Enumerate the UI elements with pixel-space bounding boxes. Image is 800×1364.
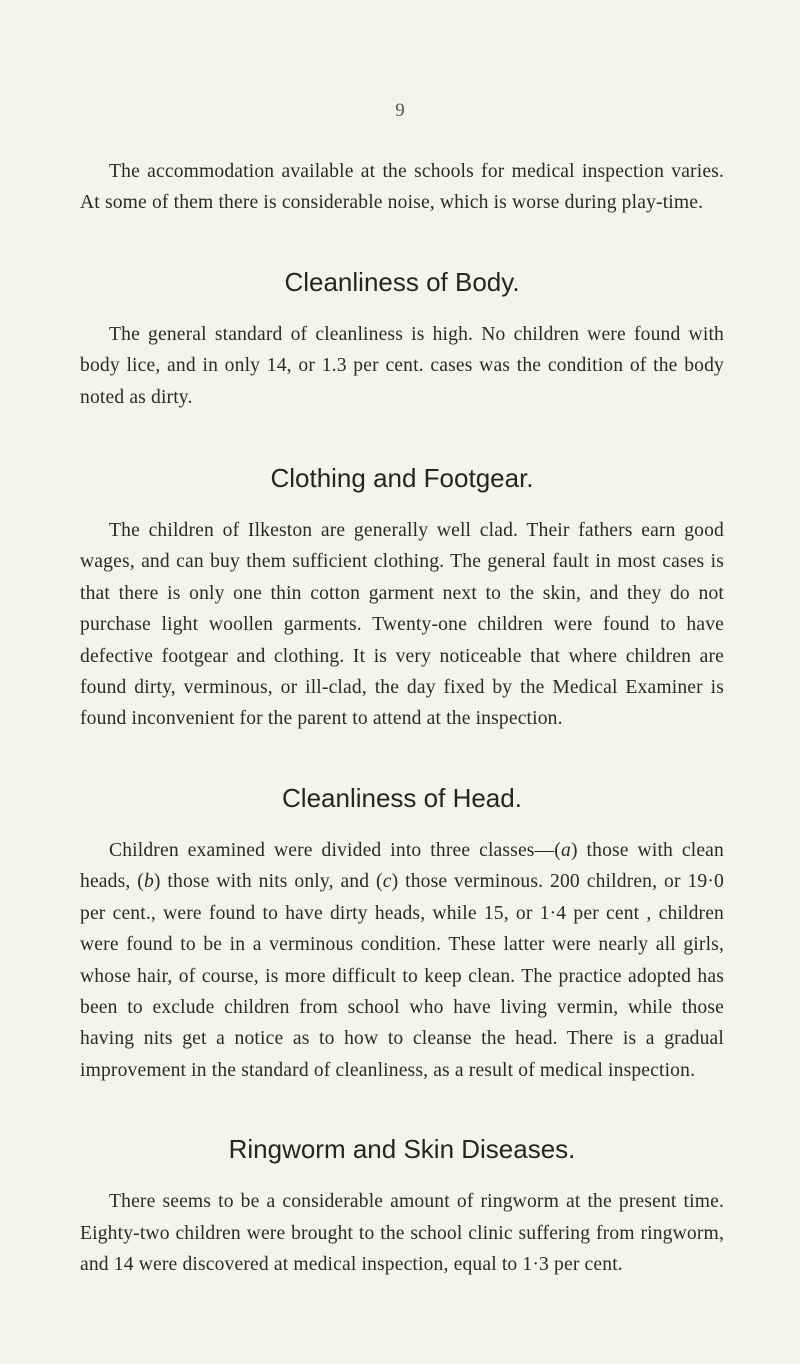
- section-ringworm-and-skin-diseases: [80, 1134, 724, 1280]
- section-heading-cleanliness-of-body: Cleanliness of Body.: [284, 266, 520, 297]
- text-run: ) those with clean heads, (: [80, 839, 724, 893]
- section-heading-clothing-and-footgear: Clothing and Footgear.: [270, 463, 534, 494]
- page-content: [80, 156, 724, 1280]
- text-run: Children examined were divided into three classes—(: [109, 839, 561, 861]
- section-heading-cleanliness-of-head: Cleanliness of Head.: [282, 782, 522, 813]
- section-paragraph-cleanliness-of-head: [80, 835, 724, 1086]
- section-paragraph-clothing-and-footgear: The children of Ilkeston are generally well clad. Their fathers earn good wages, and can buy them sufficient clothing. The general fault in most cases is that there is only one thin cotton garment next to the skin, and they do not purchase light woollen garments. Twenty-one children were found to have defective footgear and clothing. It is very noticeable that where children are found dirty, verminous, or ill-clad, the day fixed by the Medical Examiner is found inconvenient for the parent to attend at the inspection.: [80, 520, 724, 730]
- page-number: 9: [395, 100, 405, 121]
- class-letter-c: c: [382, 871, 392, 893]
- section-paragraph-ringworm-and-skin-diseases: There seems to be a considerable amount of ringworm at the present time. Eighty-two children were brought to the school clinic suffering from ringworm, and 14 were discovered at medical inspection, equal to 1·3 per cent.: [80, 1191, 724, 1275]
- section-clothing-and-footgear: [80, 463, 724, 735]
- section-heading-ringworm-and-skin-diseases: Ringworm and Skin Diseases.: [228, 1134, 576, 1165]
- class-letter-b: b: [143, 871, 154, 893]
- section-cleanliness-of-body: [80, 267, 724, 413]
- text-run: ) those with nits only, and (: [153, 871, 383, 893]
- intro-section: [80, 156, 724, 219]
- text-run: ) those verminous. 200 children, or 19·0 per cent., were found to have dirty heads, while 15, or 1·4 per cent , children were found to be in a verminous condition. These latter were nearly all girls, whose hair, of course, is more difficult to keep clean. The practice adopted has been to exclude children from school who have living vermin, while those having nits get a notice as to how to cleanse the head. There is a gradual improvement in the standard of cleanliness, as a result of medical inspection.: [80, 871, 724, 1081]
- section-cleanliness-of-head: [80, 783, 724, 1086]
- class-letter-a: a: [560, 839, 571, 861]
- section-paragraph-cleanliness-of-body: The general standard of cleanliness is high. No children were found with body lice, and in only 14, or 1.3 per cent. cases was the condition of the body noted as dirty.: [80, 323, 724, 408]
- intro-paragraph: The accommodation available at the schools for medical inspection varies. At some of them there is considerable noise, which is worse during play-time.: [80, 161, 724, 214]
